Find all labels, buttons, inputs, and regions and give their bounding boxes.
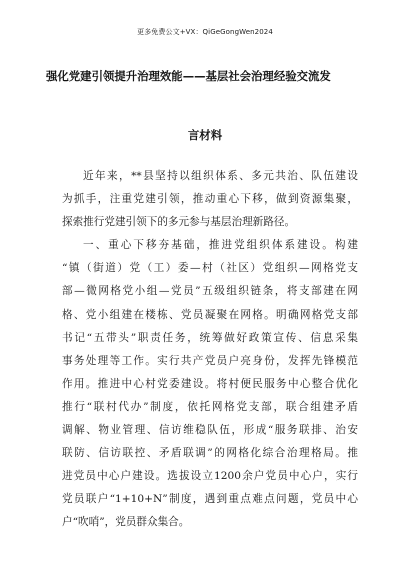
document-title-line-1: 强化党建引领提升治理效能——基层社会治理经验交流发 [46,69,331,83]
paragraph-2-line-4: 格、党小组建在楼栋、党员凝聚在网格。明确网格党支部 [62,308,358,321]
body-text [62,165,358,535]
paragraph-2-line-12: 党员联户“1+10+N”制度，遇到重点难点问题，党员中心 [62,493,358,506]
paragraph-2-line-7: 作用。推进中心村党委建设。将村便民服务中心整合优化 [62,377,358,390]
paragraph-2-line-10: 联防、信访联控、矛盾联调”的网格化综合治理格局。推 [62,447,358,460]
paragraph-2-line-1: 一、重心下移夯基础，推进党组织体系建设。构建 [83,239,358,252]
paragraph-2-line-2: “镇（街道）党（工）委—村（社区）党组织—网格党支 [62,262,358,275]
paragraph-2-line-3: 部—微网格党小组—党员”五级组织链条，将支部建在网 [62,285,358,298]
header-note: 更多免费公文+VX：QiGeGongWen2024 [137,28,273,36]
document-title-line-2: 言材料 [187,128,223,142]
paragraph-2-line-9: 调解、物业管理、信访维稳队伍，形成“服务联排、治安 [62,424,358,437]
paragraph-2-line-6: 事务处理等工作。实行共产党员户亮身份，发挥先锋模范 [62,354,358,367]
paragraph-1-line-1: 近年来，**县坚持以组织体系、多元共治、队伍建设 [83,170,358,182]
paragraph-2-line-5: 书记“五带头”职责任务，统筹做好政策宣传、信息采集 [62,331,358,344]
paragraph-2-line-11: 进党员中心户建设。选拔设立1200余户党员中心户，实行 [62,470,358,483]
paragraph-1-line-3: 探索推行党建引领下的多元参与基层治理新路径。 [62,216,296,229]
paragraph-2-line-8: 推行“联村代办”制度，依托网格党支部，联合组建矛盾 [62,400,358,413]
paragraph-2-line-13: 户“吹哨”，党员群众集合。 [62,516,190,529]
paragraph-1-line-2: 为抓手，注重党建引领，推动重心下移，做到资源集聚， [62,193,358,206]
